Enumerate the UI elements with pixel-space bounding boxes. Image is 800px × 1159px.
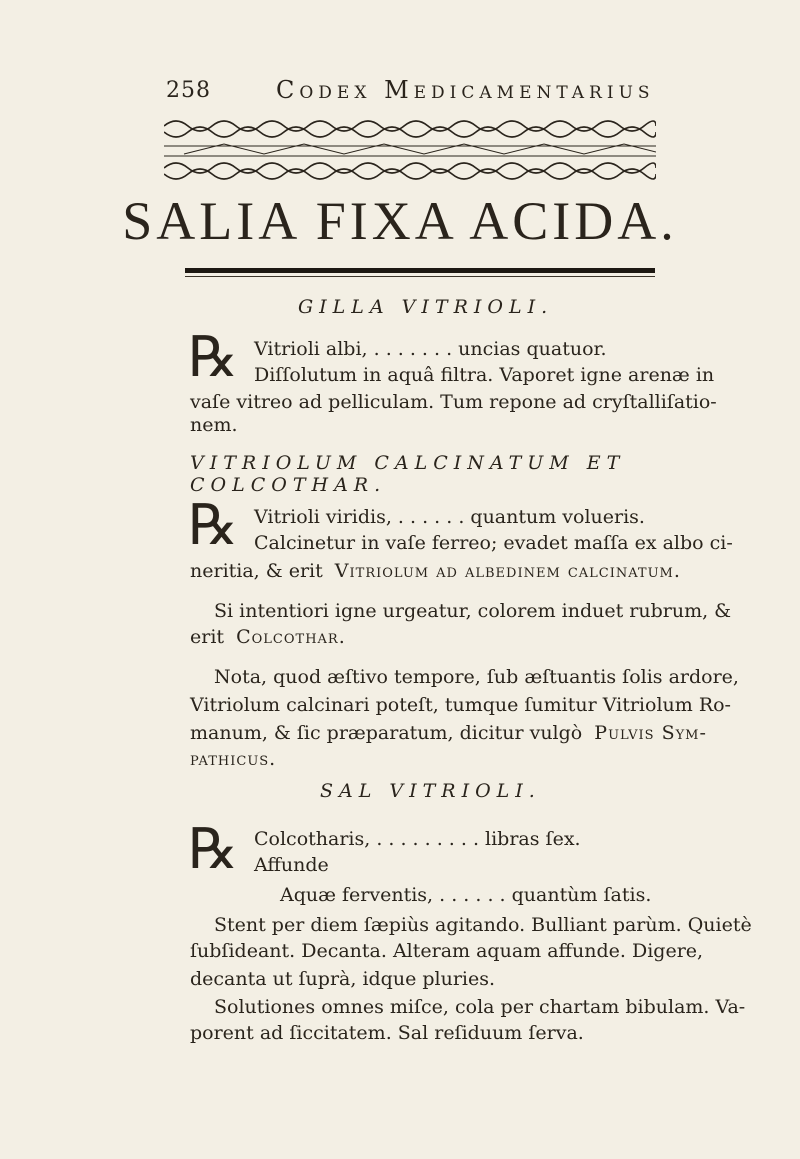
title-rule-thin <box>185 276 655 277</box>
product-name: Pulvis Sym- <box>594 722 707 744</box>
product-name: Colcothar. <box>236 626 346 648</box>
product-name: pathicus. <box>190 748 277 770</box>
text-line: Solutiones omnes miſce, cola per chartam bibulam. Va- <box>214 996 746 1018</box>
text-line: Stent per diem ſæpiùs agitando. Bulliant parùm. Quietè <box>214 914 752 936</box>
running-head <box>160 78 680 108</box>
text-line: Vitriolum calcinari poteſt, tumque ſumitur Vitriolum Ro- <box>190 694 731 716</box>
text-line: Si intentiori igne urgeatur, colorem induet rubrum, & <box>214 600 732 622</box>
svg-text:℞: ℞ <box>188 820 239 880</box>
text-line: ſubſideant. Decanta. Alteram aquam affunde. Digere, <box>190 940 704 962</box>
ingredient-line: Aquæ ferventis, . . . . . . quantùm ſatis. <box>280 884 652 906</box>
text-line: decanta ut ſuprà, idque pluries. <box>190 968 496 990</box>
text-line <box>190 560 681 582</box>
text-line: Calcinetur in vaſe ferreo; evadet maſſa ex albo ci- <box>254 532 733 554</box>
text-line: Nota, quod æſtivo tempore, ſub æſtuantis ſolis ardore, <box>214 666 739 688</box>
section-heading: GILLA VITRIOLI. <box>298 296 554 318</box>
text-fragment: neritia, & erit <box>190 560 323 582</box>
ornamental-border-icon <box>164 116 656 184</box>
running-title: Codex Medicamentarius <box>276 76 655 104</box>
svg-text:℞: ℞ <box>188 496 239 556</box>
text-fragment: erit <box>190 626 225 648</box>
svg-text:℞: ℞ <box>188 328 239 388</box>
text-line: nem. <box>190 414 238 436</box>
text-line: Diſſolutum in aquâ filtra. Vaporet igne arenæ in <box>254 364 715 386</box>
recipe-symbol-icon <box>188 496 252 556</box>
section-heading: SAL VITRIOLI. <box>320 780 541 802</box>
product-name: Vitriolum ad albedinem calcinatum. <box>334 560 681 582</box>
recipe-symbol-icon <box>188 820 252 880</box>
text-line: vaſe vitreo ad pelliculam. Tum repone ad cryſtalliſatio- <box>190 391 717 413</box>
text-line <box>190 626 346 648</box>
page-number: 258 <box>166 78 211 103</box>
text-line <box>190 722 707 744</box>
text-fragment: manum, & ſic præparatum, dicitur vulgò <box>190 722 583 744</box>
text-line: porent ad ſiccitatem. Sal reſiduum ſerva. <box>190 1022 584 1044</box>
ingredient-line: Colcotharis, . . . . . . . . . libras ſex. <box>254 828 581 850</box>
recipe-symbol-icon <box>188 328 252 388</box>
section-heading: VITRIOLUM CALCINATUM ET COLCOTHAR. <box>190 452 626 496</box>
title-rule <box>185 268 655 273</box>
ingredient-line: Vitrioli viridis, . . . . . . quantum volueris. <box>254 506 645 528</box>
ingredient-line: Vitrioli albi, . . . . . . . uncias quatuor. <box>254 338 607 360</box>
section-title: SALIA FIXA ACIDA. <box>122 191 678 251</box>
text-line: Affunde <box>254 854 329 876</box>
